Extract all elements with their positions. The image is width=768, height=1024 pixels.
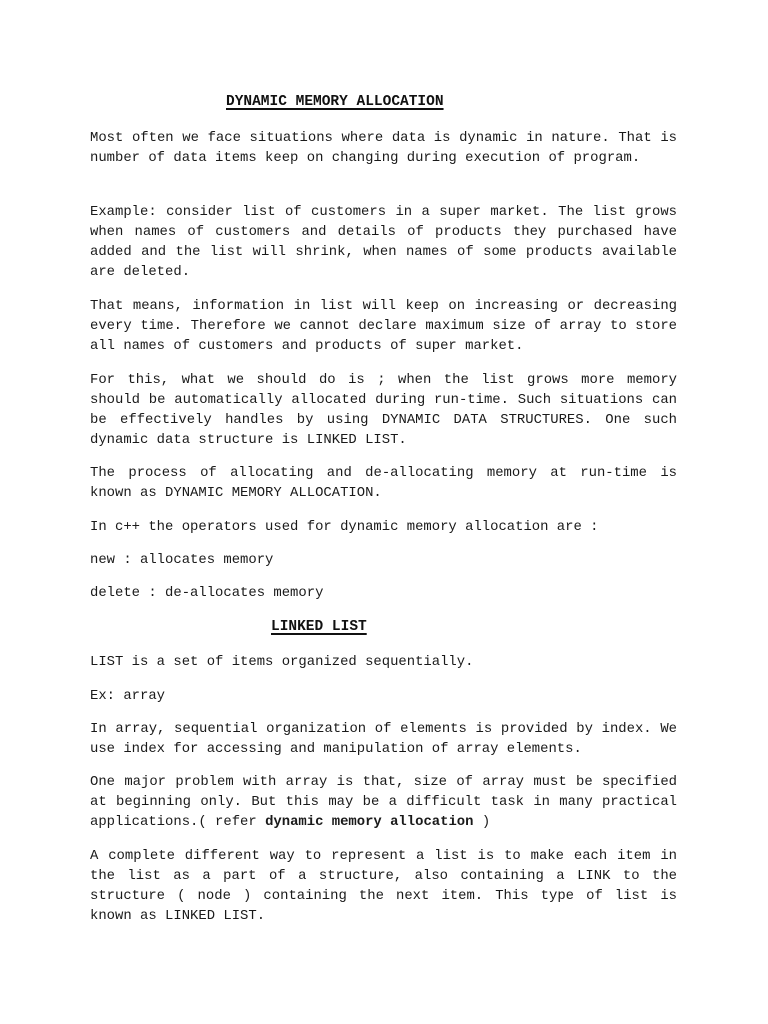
paragraph-new-operator: new : allocates memory <box>90 552 274 568</box>
paragraph-example: Example: consider list of customers in a super market. The list grows when names of customers and details of products they purchased have added and the list will shrink, when names of some products available are deleted. <box>90 204 677 280</box>
heading-dynamic-memory-allocation: DYNAMIC MEMORY ALLOCATION <box>226 94 444 110</box>
paragraph-delete-operator: delete : de-allocates memory <box>90 585 324 601</box>
bold-reference: dynamic memory allocation <box>265 814 474 830</box>
paragraph-that-means: That means, information in list will keep on increasing or decreasing every time. Therefore we cannot declare maximum size of array to store all names of customers and products of super market. <box>90 298 677 354</box>
heading-linked-list: LINKED LIST <box>271 619 367 635</box>
paragraph-linked-list-definition: A complete different way to represent a list is to make each item in the list as a part of a structure, also containing a LINK to the structure ( node ) containing the next item. This type of list is known as LINKED LIST. <box>90 848 677 924</box>
paragraph-list-definition: LIST is a set of items organized sequentially. <box>90 654 474 670</box>
array-problem-text: One major problem with array is that, size of array must be specified at beginning only. But this may be a difficult task in many practical applications.( refer <box>90 774 677 830</box>
paragraph-intro: Most often we face situations where data is dynamic in nature. That is number of data items keep on changing during execution of program. <box>90 130 677 166</box>
paragraph-example-array: Ex: array <box>90 688 166 704</box>
paragraph-array-problem <box>90 772 677 832</box>
array-problem-end: ) <box>481 814 491 830</box>
paragraph-array-index: In array, sequential organization of elements is provided by index. We use index for accessing and manipulation of array elements. <box>90 721 677 757</box>
paragraph-cpp-operators: In c++ the operators used for dynamic memory allocation are : <box>90 519 599 535</box>
paragraph-for-this: For this, what we should do is ; when the list grows more memory should be automatically allocated during run-time. Such situations can be effectively handles by using DYNAMIC DATA STRUCTURES. One such dynamic data structure is LINKED LIST. <box>90 372 677 448</box>
paragraph-process: The process of allocating and de-allocating memory at run-time is known as DYNAMIC MEMORY ALLOCATION. <box>90 465 677 501</box>
